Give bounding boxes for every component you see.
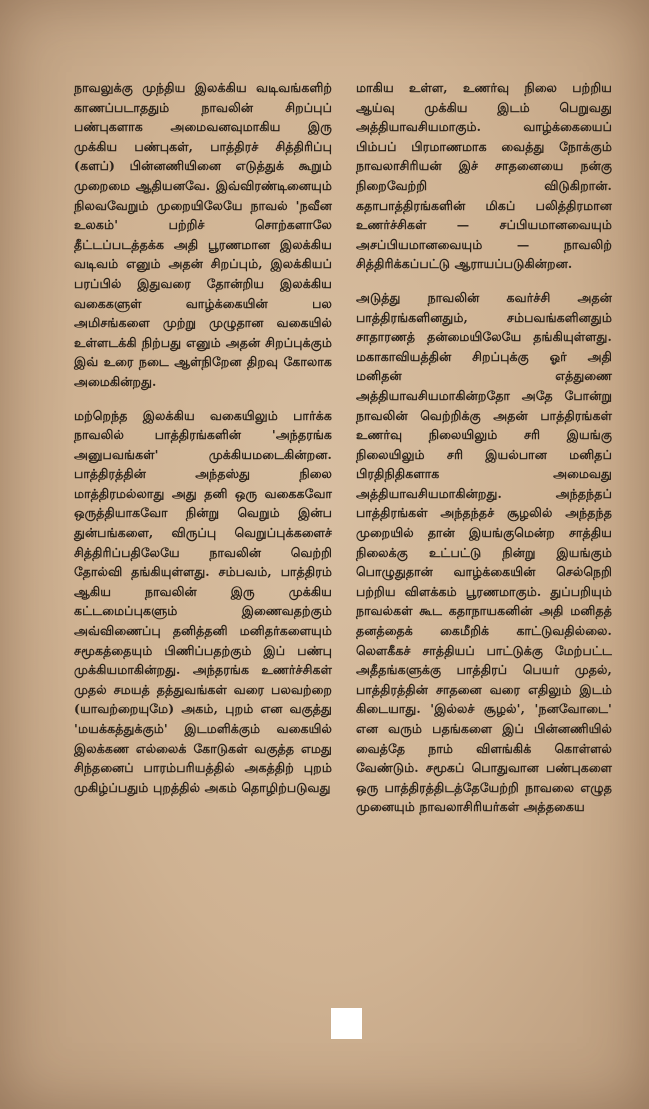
paragraph-4: அடுத்து நாவலின் கவர்ச்சி அதன் பாத்திரங்களினதும், சம்பவங்களினதும் சாதாரணத் தன்மையிலேயே தங்கியுள்ளது. மகாகாவியத்தின் சிறப்புக்கு ஓர் அதி மனிதன் எத்துணை அத்தியாவசியமாகின்றதோ அதே போன்று நாவலின் வெற்றிக்கு அதன் பாத்திரங்கள் உணர்வு நிலையிலும் சரி இயங்கு நிலையிலும் சரி இயல்பான மனிதப் பிரதிநிதிகளாக அமைவது அத்தியாவசியமாகின்றது. அந்தந்தப் பாத்திரங்கள் அந்தந்தச் சூழலில் அந்தந்த முறையில் தான் இயங்குமென்ற சாத்திய நிலைக்கு உட்பட்டு நின்று இயங்கும் பொழுதுதான் வாழ்க்கையின் செல்நெறி பற்றிய விளக்கம் பூரணமாகும். துப்பறியும் நாவல்கள் கூட கதாநாயகனின் அதி மனிதத் தனத்தைக் கைமீறிக் காட்டுவதில்லை. லௌகீகச் சாத்தியப் பாட்டுக்கு மேற்பட்ட அதீதங்களுக்கு பாத்திரப் பெயர் முதல், பாத்திரத்தின் சாதனை வரை எதிலும் இடம் கிடையாது. 'இல்லச் சூழல்', 'நனவோடை' என வரும் பதங்களை இப் பின்னணியில் வைத்தே நாம் விளங்கிக் கொள்ளல் வேண்டும். சமூகப் பொதுவான பண்புகளை ஒரு பாத்திரத்திடத்தேயேற்றி நாவலை எழுத முனையும் நாவலாசிரியர்கள் அத்தகைய bbox=[356, 289, 612, 815]
right-column bbox=[356, 78, 612, 817]
paragraph-2: மற்றெந்த இலக்கிய வகையிலும் பார்க்க நாவலில் பாத்திரங்களின் 'அந்தரங்க அனுபவங்கள்' முக்கியமடைகின்றன. பாத்திரத்தின் அந்தஸ்து நிலை மாத்திரமல்லாது அது தனி ஒரு வகைகவோ ஒருத்தியாகவோ நின்று வெறும் இன்ப துன்பங்களை, விருப்பு வெறுப்புக்களைச் சித்திரிப்பதிலேயே நாவலின் வெற்றி தோல்வி தங்கியுள்ளது. சம்பவம், பாத்திரம் ஆகிய நாவலின் இரு முக்கிய கட்டமைப்புகளும் இணைவதற்கும் அவ்விணைப்பு தனித்தனி மனிதர்களையும் சமூகத்தையும் பிணிப்பதற்கும் இப் பண்பு முக்கியமாகின்றது. அந்தரங்க உணர்ச்சிகள் முதல் சமயத் தத்துவங்கள் வரை பலவற்றை (யாவற்றையுமே) அகம், புறம் என வகுத்து 'மயக்கத்துக்கும்' இடமளிக்கும் வகையில் இலக்கண எல்லைக் கோடுகள் வகுத்த எமது சிந்தனைப் பாரம்பரியத்தில் அகத்திற் புறம் முகிழ்ப்பதும் புறத்தில் அகம் தொழிற்படுவது bbox=[74, 407, 332, 795]
page-number-box bbox=[331, 1008, 362, 1039]
paragraph-1: நாவலுக்கு முந்திய இலக்கிய வடிவங்களிற் காணப்படாததும் நாவலின் சிறப்புப் பண்புகளாக அமைவனவுமாகிய இரு முக்கிய பண்புகள், பாத்திரச் சித்திரிப்பு (களப்) பின்னணியினை எடுத்துக் கூறும் முறைமை ஆதியனவே. இவ்விரண்டினையும் நிலவவேறும் முறையிலேயே நாவல் 'நவீன உலகம்' பற்றிச் சொற்களாலே தீட்டப்படத்தக்க அதி பூரணமான இலக்கிய வடிவம் எனும் அதன் சிறப்பும், இலக்கியப் பரப்பில் இதுவரை தோன்றிய இலக்கிய வகைகளுள் வாழ்க்கையின் பல அமிசங்களை முற்று முழுதான வகையில் உள்ளடக்கி நிற்பது எனும் அதன் சிறப்புக்கும் இவ் உரை நடை ஆள்நிறேன திறவு கோலாக அமைகின்றது. bbox=[74, 80, 332, 389]
paragraph-3: மாகிய உள்ள, உணர்வு நிலை பற்றிய ஆய்வு முக்கிய இடம் பெறுவது அத்தியாவசியமாகும். வாழ்க்கையைப் பிம்பப் பிரமாணமாக வைத்து நோக்கும் நாவலாசிரியன் இச் சாதனையை நன்கு நிறைவேற்றி விடுகிறான். கதாபாத்திரங்களின் மிகப் பலித்திரமான உணர்ச்சிகள் — சப்பியமானவையும் அசப்பியமானவையும் — நாவலிற் சித்திரிக்கப்பட்டு ஆராயப்படுகின்றன. bbox=[356, 80, 612, 272]
left-column bbox=[74, 78, 332, 797]
